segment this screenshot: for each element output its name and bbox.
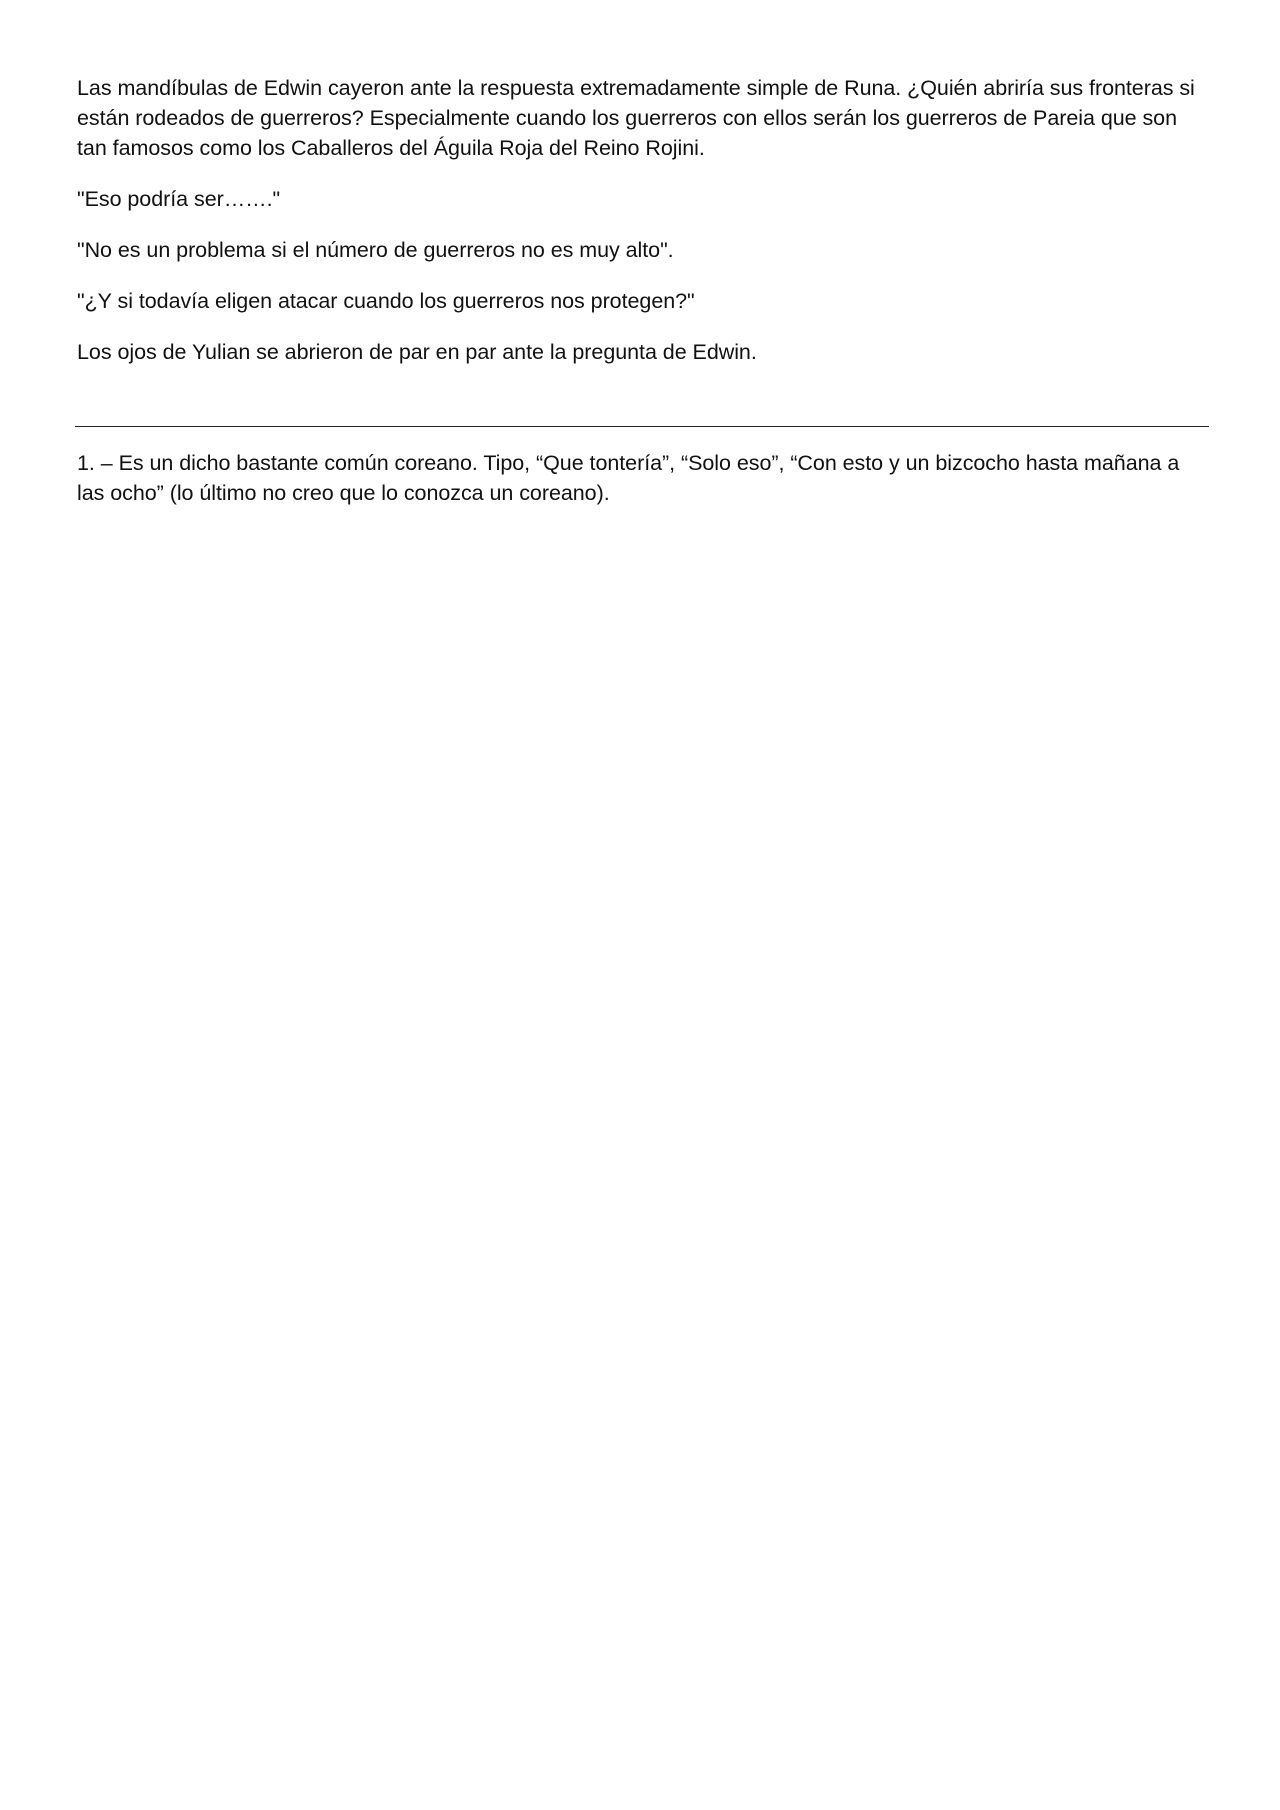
paragraph: "¿Y si todavía eligen atacar cuando los guerreros nos protegen?"	[77, 289, 695, 313]
footnote-divider	[75, 426, 1209, 427]
paragraph: Los ojos de Yulian se abrieron de par en par ante la pregunta de Edwin.	[77, 340, 757, 364]
paragraph: "No es un problema si el número de guerreros no es muy alto".	[77, 238, 674, 262]
footnote: 1. – Es un dicho bastante común coreano. Tipo, “Que tontería”, “Solo eso”, “Con esto y un bizcocho hasta mañana a las ocho” (lo último no creo que lo conozca un coreano).	[77, 451, 1180, 505]
footnotes-section	[77, 448, 1212, 508]
paragraph: "Eso podría ser……."	[77, 187, 281, 211]
paragraph: Las mandíbulas de Edwin cayeron ante la respuesta extremadamente simple de Runa. ¿Quién abriría sus fronteras si están rodeados de guerreros? Especialmente cuando los guerreros con ellos serán los guerreros de Pareia que son tan famosos como los Caballeros del Águila Roja del Reino Rojini.	[77, 76, 1195, 160]
body-text	[77, 73, 1212, 388]
